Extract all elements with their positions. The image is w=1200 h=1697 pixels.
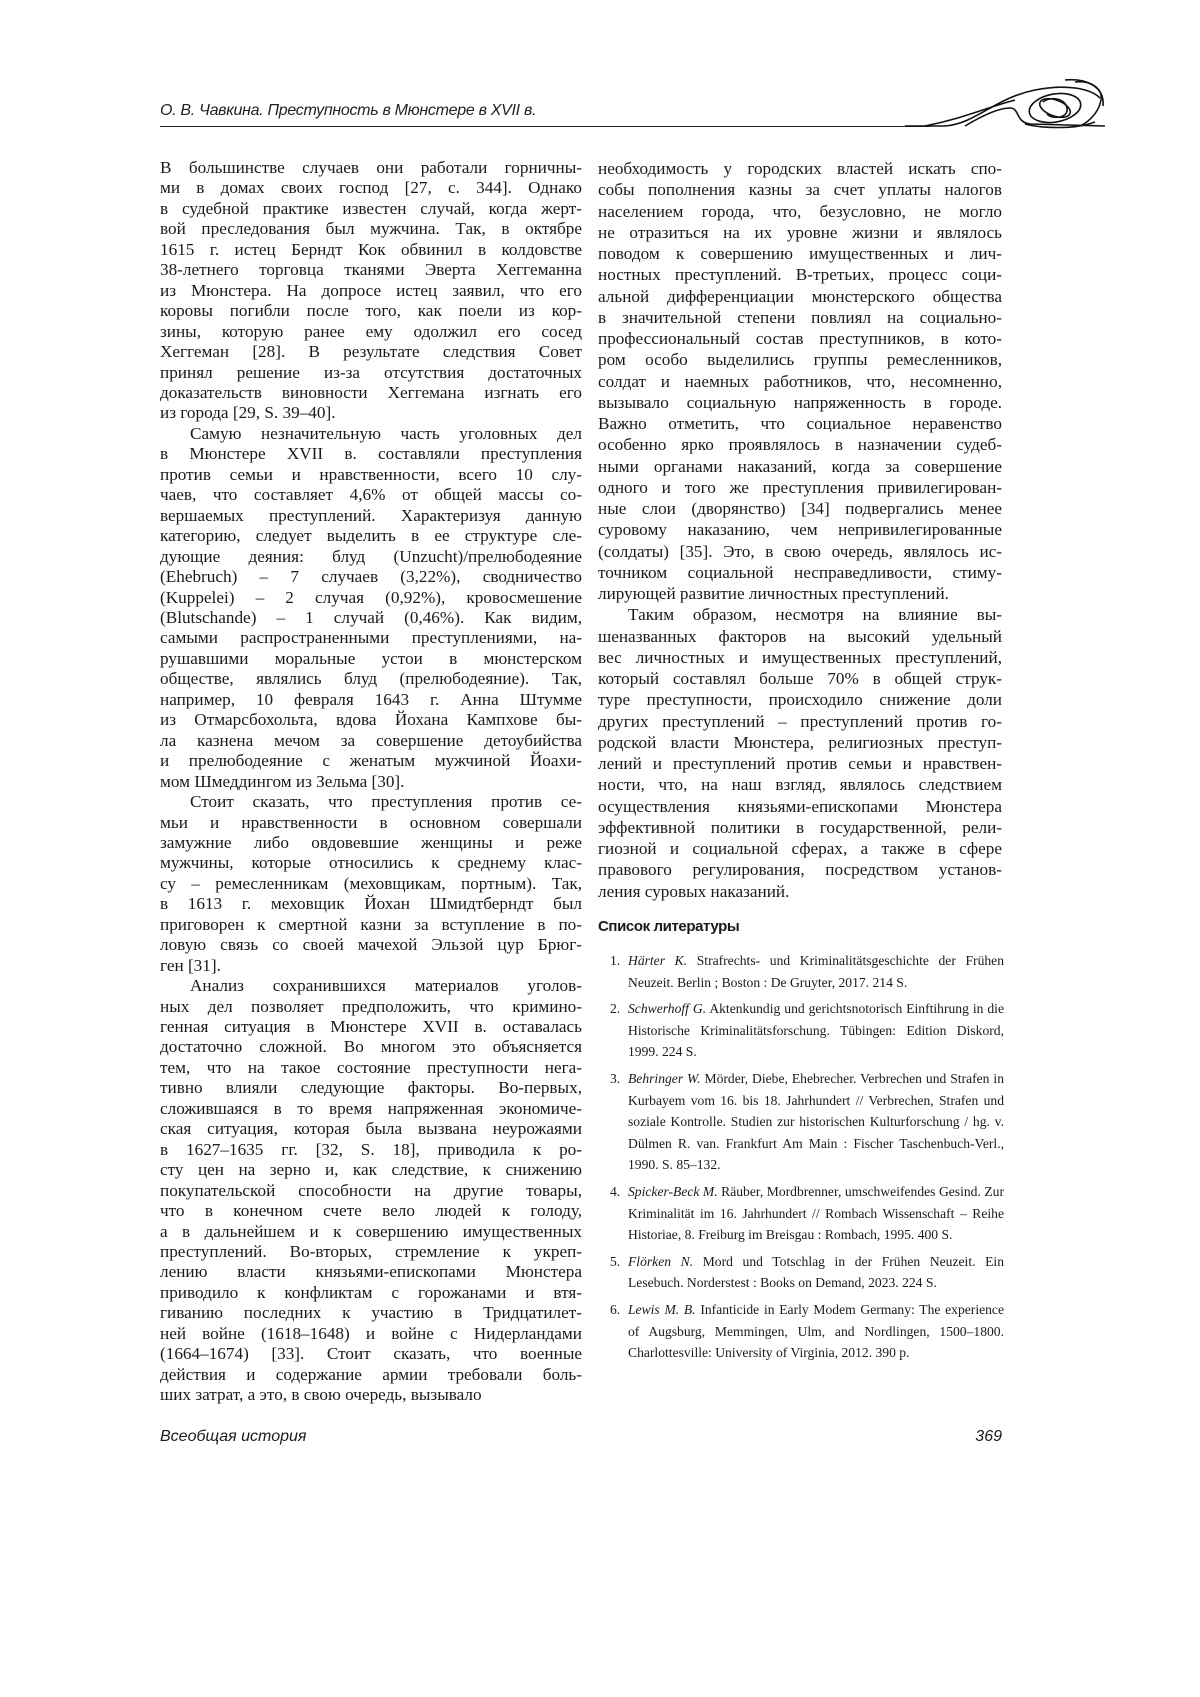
- reference-text: Mord und Totschlag in der Frühen Neuzeit. Ein Lesebuch. Norderstest : Books on Demand, 2023. 224 S.: [628, 1254, 1004, 1291]
- text-line: вой преследования был мужчина. Так, в октябре: [160, 219, 582, 239]
- reference-item: [610, 950, 1004, 993]
- text-line: который составлял больше 70% в общей струк-: [598, 668, 1002, 689]
- text-line: самыми распространенными преступлениями, на-: [160, 628, 582, 648]
- text-line: в 1613 г. меховщик Йохан Шмидтберндт был: [160, 894, 582, 914]
- text-line: ней войне (1618–1648) и войне с Нидерландами: [160, 1324, 582, 1344]
- paragraph: [160, 976, 582, 1406]
- reference-item: [610, 1299, 1004, 1364]
- text-line: (Ehebruch) – 7 случаев (3,22%), сводничество: [160, 567, 582, 587]
- references-heading: Список литературы: [598, 918, 739, 935]
- reference-number: 5.: [610, 1251, 620, 1273]
- text-line: ла казнена мечом за совершение детоубийства: [160, 731, 582, 751]
- text-line: (1664–1674) [33]. Стоит сказать, что военные: [160, 1344, 582, 1364]
- text-line: достаточно сложной. Во многом это объясняется: [160, 1037, 582, 1057]
- text-line: Анализ сохранившихся материалов уголов-: [160, 976, 582, 996]
- text-line: суровому наказанию, чем непривилегированные: [598, 519, 1002, 540]
- reference-author: Spicker-Beck M.: [628, 1184, 718, 1199]
- text-line: ми в домах своих господ [27, с. 344]. Однако: [160, 178, 582, 198]
- text-line: альной дифференциации мюнстерского общества: [598, 286, 1002, 307]
- text-line: мьи и нравственности в основном совершали: [160, 813, 582, 833]
- text-line: из города [29, S. 39–40].: [160, 403, 582, 423]
- text-line: ностных преступлений. В-третьих, процесс соци-: [598, 264, 1002, 285]
- text-line: категорию, следует выделить в ее структуре сле-: [160, 526, 582, 546]
- paragraph: [598, 604, 1002, 902]
- right-text-column: [598, 158, 1002, 902]
- text-line: вершаемых преступлений. Характеризуя данную: [160, 506, 582, 526]
- text-line: солдат и наемных работников, что, несомненно,: [598, 371, 1002, 392]
- text-line: ности, что, на наш взгляд, являлось следствием: [598, 774, 1002, 795]
- text-line: коровы погибли после того, как поели из кор-: [160, 301, 582, 321]
- text-line: гиванию последних к участию в Тридцатилет-: [160, 1303, 582, 1323]
- reference-number: 4.: [610, 1181, 620, 1203]
- text-line: (Kuppelei) – 2 случая (0,92%), кровосмешение: [160, 588, 582, 608]
- text-line: гиозной и социальной сферах, а также в сфере: [598, 838, 1002, 859]
- text-line: 1615 г. истец Берндт Кок обвинил в колдовстве: [160, 240, 582, 260]
- text-line: сту цен на зерно и, как следствие, к снижению: [160, 1160, 582, 1180]
- text-line: особенно ярко проявлялось в назначении судеб-: [598, 434, 1002, 455]
- reference-item: [610, 998, 1004, 1063]
- text-line: в судебной практике известен случай, когда жерт-: [160, 199, 582, 219]
- paragraph: [598, 158, 1002, 604]
- text-line: одного и того же преступления привилегирован-: [598, 477, 1002, 498]
- text-line: обществе, являлись блуд (прелюбодеяние). Так,: [160, 669, 582, 689]
- left-text-column: [160, 158, 582, 1406]
- text-line: поводом к совершению имущественных и лич-: [598, 243, 1002, 264]
- text-line: родской власти Мюнстера, религиозных преступ-: [598, 732, 1002, 753]
- running-title: О. В. Чавкина. Преступность в Мюнстере в XVII в.: [160, 102, 536, 120]
- text-line: ших затрат, а это, в свою очередь, вызывало: [160, 1385, 582, 1405]
- text-line: других преступлений – преступлений против го-: [598, 711, 1002, 732]
- text-line: и прелюбодеяние с женатым мужчиной Йоахи-: [160, 751, 582, 771]
- reference-number: 1.: [610, 950, 620, 972]
- text-line: (Blutschande) – 1 случай (0,46%). Как видим,: [160, 608, 582, 628]
- text-line: лирующей развитие личностных преступлений.: [598, 583, 1002, 604]
- reference-text: Räuber, Mordbrenner, umschweifendes Gesind. Zur Kriminalität im 16. Jahrhundert // Rombach Wissenschaft – Reihe Historiae, 8. Freiburg im Breisgau : Rombach, 1995. 400 S.: [628, 1184, 1004, 1242]
- text-line: ловую связь со своей мачехой Эльзой цур Брюг-: [160, 935, 582, 955]
- text-line: собы пополнения казны за счет уплаты налогов: [598, 179, 1002, 200]
- text-line: ром особо выделились группы ремесленников,: [598, 349, 1002, 370]
- references-list: [610, 950, 1004, 1369]
- text-line: Важно отметить, что социальное неравенство: [598, 413, 1002, 434]
- text-line: в Мюнстере XVII в. составляли преступления: [160, 444, 582, 464]
- reference-author: Schwerhoff G.: [628, 1001, 706, 1016]
- reference-author: Härter K.: [628, 953, 687, 968]
- reference-number: 2.: [610, 998, 620, 1020]
- text-line: действия и содержание армии требовали боль-: [160, 1365, 582, 1385]
- text-line: лений и преступлений против семьи и нравствен-: [598, 753, 1002, 774]
- text-line: Самую незначительную часть уголовных дел: [160, 424, 582, 444]
- text-line: дующие деяния: блуд (Unzucht)/прелюбодеяние: [160, 547, 582, 567]
- header-rule: [160, 126, 930, 127]
- text-line: 38-летнего торговца тканями Эверта Хеггеманна: [160, 260, 582, 280]
- text-line: вызывало социальную напряженность в городе.: [598, 392, 1002, 413]
- text-line: зины, которую ранее ему одолжил его сосед: [160, 322, 582, 342]
- text-line: В большинстве случаев они работали горничны-: [160, 158, 582, 178]
- text-line: что в конечном счете вело людей к голоду,: [160, 1201, 582, 1221]
- reference-author: Flörken N.: [628, 1254, 693, 1269]
- text-line: мужчины, которые относились к среднему клас-: [160, 853, 582, 873]
- text-line: тивно влияли следующие факторы. Во-первых,: [160, 1078, 582, 1098]
- page-number: 369: [970, 1428, 1002, 1446]
- text-line: ления суровых наказаний.: [598, 881, 1002, 902]
- reference-text: Strafrechts- und Kriminalitätsgeschichte der Frühen Neuzeit. Berlin ; Boston : De Gruyter, 2017. 214 S.: [628, 953, 1004, 990]
- reference-text: Infanticide in Early Modem Germany: The experience of Augsburg, Memmingen, Ulm, and Nordlingen, 1500–1800. Charlottesville: University of Virginia, 2012. 390 p.: [628, 1302, 1004, 1360]
- text-line: правового регулирования, посредством установ-: [598, 859, 1002, 880]
- reference-text: Mörder, Diebe, Ehebrecher. Verbrechen und Strafen in Kurbayem vom 16. bis 18. Jahrhundert // Verbrechen, Strafen und soziale Kontrolle. Studien zur historischen Kulturforschung / hg. v. Dülmen R. van. Frankfurt Am Main : Fischer Taschenbuch-Verl., 1990. S. 85–132.: [628, 1071, 1004, 1172]
- text-line: населением города, что, безусловно, не могло: [598, 201, 1002, 222]
- journal-name: Всеобщая история: [160, 1428, 306, 1446]
- text-line: принял решение из-за отсутствия достаточных: [160, 363, 582, 383]
- text-line: сложившаяся в то время напряженная экономиче-: [160, 1099, 582, 1119]
- text-line: туре преступности, происходило снижение доли: [598, 689, 1002, 710]
- reference-text: Aktenkundig und gerichtsnotorisch Einftihrung in die Historische Kriminalitätsforschung. Tübingen: Edition Diskord, 1999. 224 S.: [628, 1001, 1004, 1059]
- text-line: в значительной степени повлиял на социально-: [598, 307, 1002, 328]
- text-line: ген [31].: [160, 956, 582, 976]
- text-line: Стоит сказать, что преступления против се-: [160, 792, 582, 812]
- text-line: тем, что на такое состояние преступности нега-: [160, 1058, 582, 1078]
- text-line: покупательской способности на другие товары,: [160, 1181, 582, 1201]
- text-line: генная ситуация в Мюнстере XVII в. оставалась: [160, 1017, 582, 1037]
- text-line: мом Шмеддингом из Зельма [30].: [160, 772, 582, 792]
- running-header: [160, 96, 1100, 136]
- text-line: точником социальной несправедливости, стиму-: [598, 562, 1002, 583]
- text-line: Таким образом, несмотря на влияние вы-: [598, 604, 1002, 625]
- reference-number: 3.: [610, 1068, 620, 1090]
- text-line: против семьи и нравственности, всего 10 слу-: [160, 465, 582, 485]
- paragraph: [160, 792, 582, 976]
- text-line: необходимость у городских властей искать спо-: [598, 158, 1002, 179]
- text-line: доказательств виновности Хеггемана изгнать его: [160, 383, 582, 403]
- text-line: вес личностных и имущественных преступлений,: [598, 647, 1002, 668]
- text-line: а в дальнейшем и к совершению имущественных: [160, 1222, 582, 1242]
- text-line: рушавшими моральные устои в мюнстерском: [160, 649, 582, 669]
- text-line: преступлений. Во-вторых, стремление к укреп-: [160, 1242, 582, 1262]
- text-line: из Отмарсбохольта, вдова Йохана Кампхове бы-: [160, 710, 582, 730]
- text-line: ные слои (дворянство) [34] подвергались менее: [598, 498, 1002, 519]
- reference-item: [610, 1068, 1004, 1176]
- text-line: из Мюнстера. На допросе истец заявил, что его: [160, 281, 582, 301]
- text-line: приговорен к смертной казни за вступление в по-: [160, 915, 582, 935]
- paragraph: [160, 158, 582, 424]
- text-line: Хеггеман [28]. В результате следствия Совет: [160, 342, 582, 362]
- text-line: эффективной политики в государственной, рели-: [598, 817, 1002, 838]
- reference-author: Lewis M. B.: [628, 1302, 696, 1317]
- text-line: шеназванных факторов на высокий удельный: [598, 626, 1002, 647]
- paragraph: [160, 424, 582, 792]
- text-line: в 1627–1635 гг. [32, S. 18], приводила к ро-: [160, 1140, 582, 1160]
- text-line: ская ситуация, которая была вызвана неурожаями: [160, 1119, 582, 1139]
- text-line: ными органами наказаний, когда за совершение: [598, 456, 1002, 477]
- text-line: осуществления князьями-епископами Мюнстера: [598, 796, 1002, 817]
- text-line: лению власти князьями-епископами Мюнстера: [160, 1262, 582, 1282]
- ornament-logo-icon: [905, 78, 1105, 134]
- text-line: ных дел позволяет предположить, что кримино-: [160, 997, 582, 1017]
- text-line: например, 10 февраля 1643 г. Анна Штумме: [160, 690, 582, 710]
- text-line: не отразиться на их уровне жизни и являлось: [598, 222, 1002, 243]
- text-line: приводило к конфликтам с горожанами и втя-: [160, 1283, 582, 1303]
- reference-item: [610, 1181, 1004, 1246]
- text-line: чаев, что составляет 4,6% от общей массы со-: [160, 485, 582, 505]
- reference-item: [610, 1251, 1004, 1294]
- reference-number: 6.: [610, 1299, 620, 1321]
- text-line: замужние либо овдовевшие женщины и реже: [160, 833, 582, 853]
- text-line: су – ремесленникам (меховщикам, портным). Так,: [160, 874, 582, 894]
- reference-author: Behringer W.: [628, 1071, 701, 1086]
- text-line: (солдаты) [35]. Это, в свою очередь, являлось ис-: [598, 541, 1002, 562]
- text-line: профессиональный состав преступников, в кото-: [598, 328, 1002, 349]
